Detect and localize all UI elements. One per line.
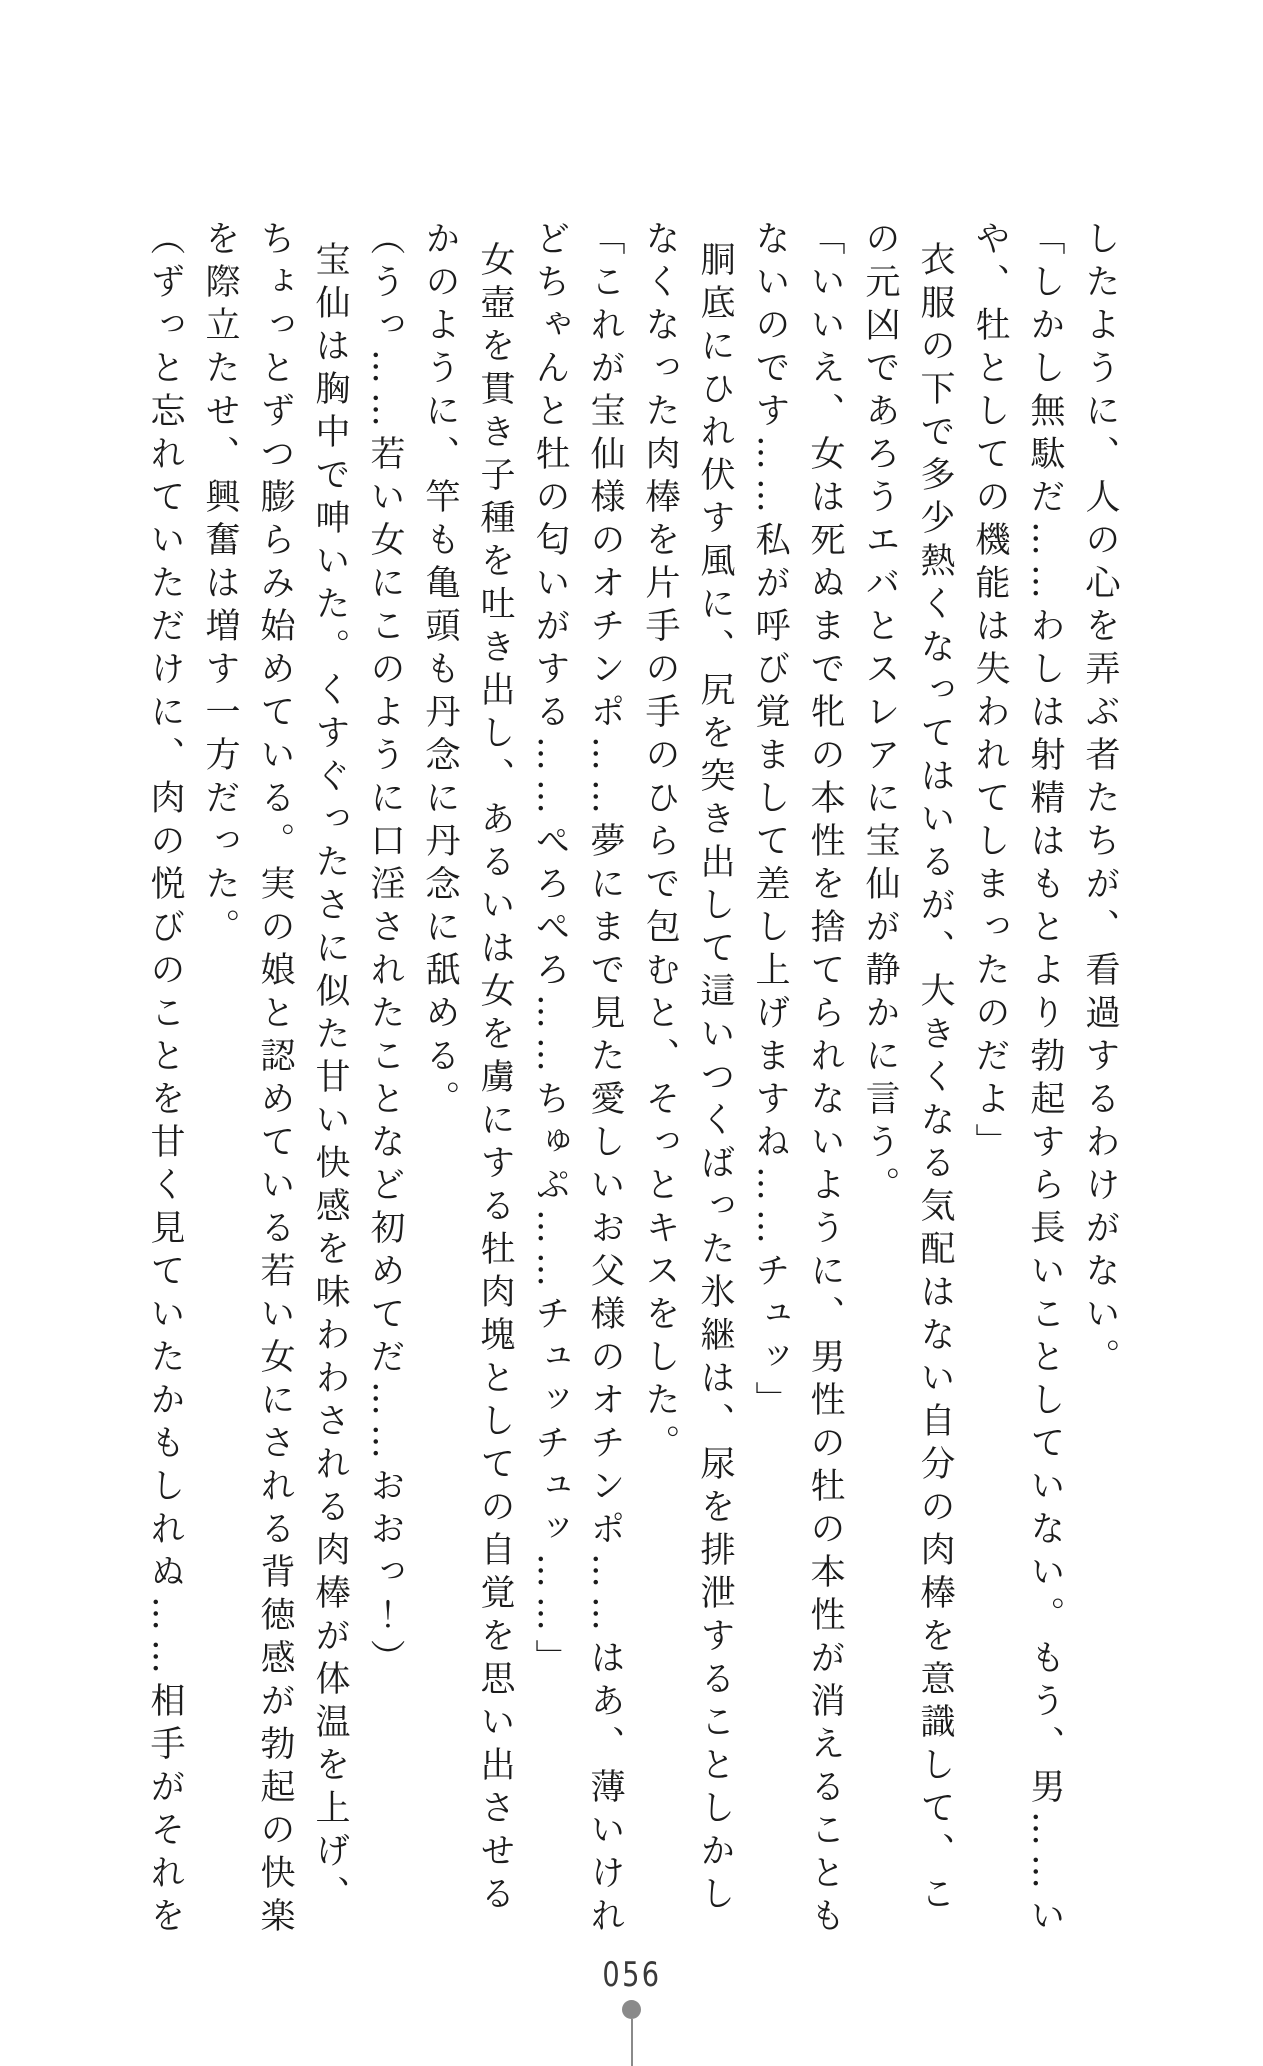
paragraph-3: 衣服の下で多少熱くなってはいるが、大きくなる気配はない自分の肉棒を意識して、この元凶であろうエバとスレアに宝仙が静かに言う。 [860, 220, 955, 1918]
paragraph-4: 「いいえ、女は死ぬまで牝の本性を捨てられないように、男性の牡の本性が消えることもないのです……私が呼び覚まして差し上げますね……チュッ」 [750, 220, 845, 1940]
paragraph-6: 「これが宝仙様のオチンポ……夢にまで見た愛しいお父様のオチンポ……はあ、薄いけれどちゃんと牡の匂いがする……ぺろぺろ……ちゅぷ……チュッチュッ……」 [530, 220, 625, 1940]
footer-dot [622, 2000, 641, 2019]
page-footer [0, 1955, 1263, 2066]
paragraph-10: （ずっと忘れていただけに、肉の悦びのことを甘く見ていたかもしれぬ……相手がそれを [145, 220, 185, 1940]
paragraph-9: 宝仙は胸中で呻いた。くすぐったさに似た甘い快感を味わわされる肉棒が体温を上げ、ちょっとずつ膨らみ始めている。実の娘と認めている若い女にされる背徳感が勃起の快楽を際立たせ、興奮は増す一方だった。 [200, 220, 350, 1940]
page-number: 056 [601, 1955, 662, 1995]
paragraph-8: （うっ……若い女にこのように口淫されたことなど初めてだ……おおっ！） [365, 220, 405, 1682]
paragraph-5: 胴底にひれ伏す風に、尻を突き出して這いつくばった氷継は、尿を排泄することしかしなくなった肉棒を片手の手のひらで包むと、そっとキスをした。 [640, 220, 735, 1918]
paragraph-2: 「しかし無駄だ……わしは射精はもとより勃起すら長いことしていない。もう、男……いや、牡としての機能は失われてしまったのだよ」 [970, 220, 1065, 1940]
paragraph-7: 女壺を貫き子種を吐き出し、あるいは女を虜にする牡肉塊としての自覚を思い出させるかのように、竿も亀頭も丹念に丹念に舐める。 [420, 220, 515, 1918]
footer-rule [631, 2019, 633, 2066]
page-text [137, 220, 1127, 1944]
paragraph-1: したように、人の心を弄ぶ者たちが、看過するわけがない。 [1080, 220, 1120, 1381]
